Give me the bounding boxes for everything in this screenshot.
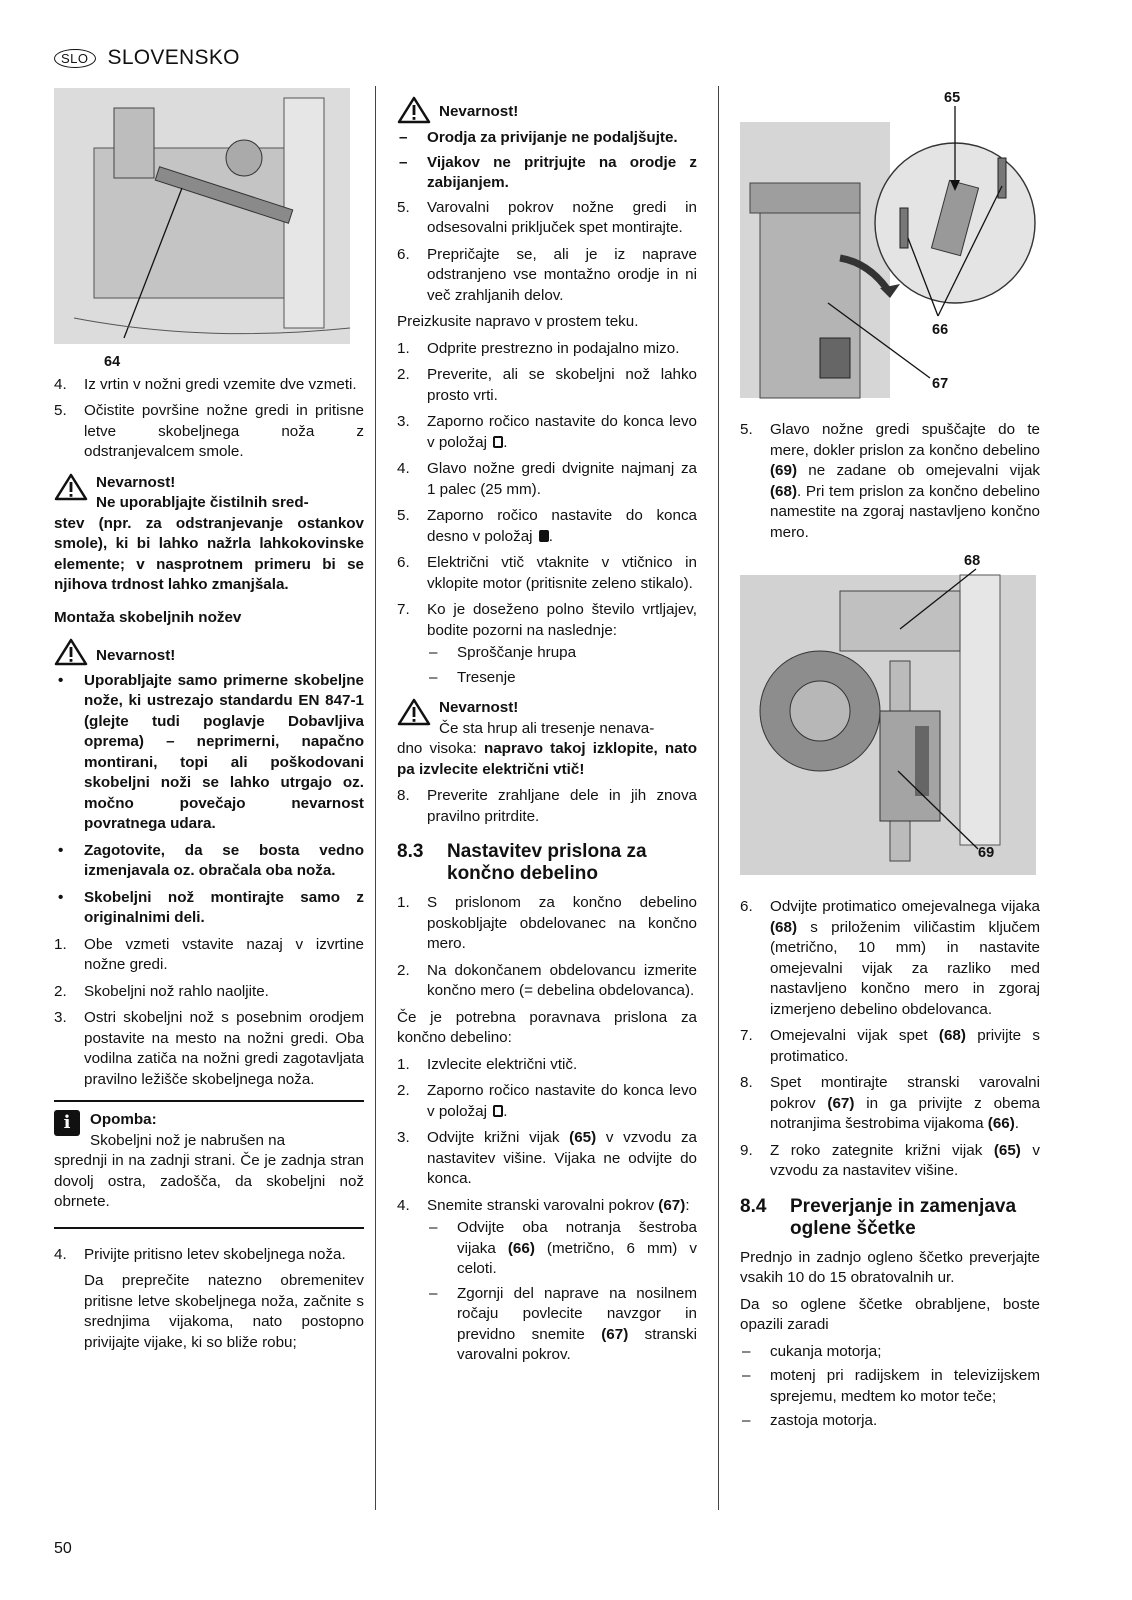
step-5: 5. Glavo nožne gredi spuščajte do te mere, dokler prislon za končno debelino (69) ne zadane ob omejevalni vijak (68). Pri tem prislon za končno debelino namestite na zgoraj nastavljeno končno mero. — [740, 421, 1040, 541]
unlock-icon — [493, 436, 503, 448]
warning-cleaning-agents: Nevarnost! Ne uporabljajte čistilnih sred- stev (npr. za odstranjevanje ostankov smole), ki bi lahko nažrla lahkokovinske elemente; v nasprotnem primeru bi se njihova trdnost lahko zmanjšala. — [54, 473, 364, 596]
step-9: 9. Z roko zategnite križni vijak (65) v vzvodu za nastavitev višine. — [740, 1141, 1040, 1179]
warning-text: stev (npr. za odstranjevanje ostankov smole), ki bi lahko nažrla lahkokovinske elemente; v nasprotnem primeru bi se njihova trdnost lahko zmanjšala. — [54, 514, 364, 593]
note-title: Opomba: — [90, 1111, 157, 1128]
step-7: 7. Omejevalni vijak spet (68) privijte s protimatico. — [740, 1027, 1040, 1065]
test-intro: Preizkusite napravo v prostem teku. — [397, 313, 639, 330]
step-7: 7. Ko je doseženo polno število vrtljajev, bodite pozorni na naslednje: — [397, 601, 697, 639]
step-2: 2. Na dokončanem obdelovancu izmerite končno mero (= debelina obdelovanca). — [397, 961, 697, 999]
warning-title: Nevarnost! — [439, 103, 519, 120]
step-8: 8. Preverite zrahljane dele in jih znova pravilno pritrdite. — [397, 787, 697, 825]
step-3: 3. Ostri skobeljni nož s posebnim orodjem postavite na mesto na nožni gredi. Oba vodilna zatiča na nožni gredi zagotavljata pravilno ležišče skobeljnega noža. — [54, 1009, 364, 1088]
dash-item: – Odvijte oba notranja šestroba vijaka (66) (metrično, 6 mm) v celoti. — [429, 1219, 697, 1277]
column-1 — [54, 88, 364, 1359]
step-4: 4. Glavo nožne gredi dvignite najmanj za 1 palec (25 mm). — [397, 460, 697, 498]
dash-item: – zastoja motorja. — [742, 1412, 878, 1429]
warning-title: Nevarnost! — [96, 647, 176, 664]
warning-triangle-icon — [54, 638, 88, 666]
step-1: 1. Obe vzmeti vstavite nazaj v izvrtine nožne gredi. — [54, 935, 364, 973]
column-divider-left — [375, 86, 376, 1510]
step-4b: 4. Snemite stranski varovalni pokrov (67): — [397, 1196, 690, 1214]
language-badge: SLO — [54, 49, 96, 68]
step-6: 6. Prepričajte se, ali je iz naprave odstranjeno vse montažno orodje in ni več zrahljanih delov. — [397, 245, 697, 304]
heading-8-3: 8.3 Nastavitev prislona za končno debelino — [397, 841, 647, 884]
step-6b: 6. Električni vtič vtaknite v vtičnico in vklopite motor (pritisnite zeleno stikalo). — [397, 554, 697, 592]
figure-label-65: 65 — [944, 90, 961, 106]
brush-wear-text: Da so oglene ščetke obrabljene, boste opazili zaradi — [740, 1295, 1040, 1333]
section-title-knife-mounting: Montaža skobeljnih nožev — [54, 608, 242, 626]
step-4b: 4. Privijte pritisno letev skobeljnega noža. — [54, 1245, 346, 1263]
page-number: 50 — [54, 1540, 72, 1557]
step-4: 4. Iz vrtin v nožni gredi vzemite dve vzmeti. — [54, 375, 357, 393]
dash-item: – Tresenje — [429, 668, 516, 686]
warning-text: dno visoka: napravo takoj izklopite, nato pa izvlecite električni vtič! — [397, 740, 697, 778]
step-1: 1. Odprite prestrezno in podajalno mizo. — [397, 339, 680, 357]
figure-label-68: 68 — [964, 553, 981, 569]
step-2: 2. Skobeljni nož rahlo naoljite. — [54, 982, 269, 1000]
step-5: 5. Varovalni pokrov nožne gredi in odsesovalni priključek spet montirajte. — [397, 198, 697, 236]
figure-knife-shaft — [54, 88, 350, 344]
step-2: 2. Preverite, ali se skobeljni nož lahko prosto vrti. — [397, 366, 697, 404]
step-4b-detail: Da preprečite natezno obremenitev pritisne letve skobeljnega noža, začnite s srednjima vijakoma, nato postopno privijajte vijake, ki so bliže robu; — [84, 1272, 364, 1351]
step-8: 8. Spet montirajte stranski varovalni pokrov (67) in ga privijte z obema notranjima šestrobima vijakoma (66). — [740, 1074, 1041, 1132]
dash-item: – Orodja za privijanje ne podaljšujte. — [399, 129, 678, 146]
bullet-item: • Skobeljni nož montirajte samo z originalnimi deli. — [58, 888, 364, 926]
lock-icon — [539, 530, 549, 542]
side-cover-illustration — [740, 88, 1036, 406]
column-3 — [740, 88, 1040, 1436]
knife-shaft-illustration — [54, 88, 350, 344]
info-icon: i — [54, 1110, 80, 1136]
warning-title: Nevarnost! — [96, 473, 176, 491]
note-box: i Opomba: Skobeljni nož je nabrušen na sprednji in na zadnji strani. Če je zadnja stran dovolj ostra, zadošča, da skobeljni nož obrnete. — [54, 1100, 364, 1229]
warning-triangle-icon — [54, 473, 88, 501]
step-1: 1. S prislonom za končno debelino poskobljajte obdelovanec na končno mero. — [397, 894, 697, 952]
step-3b: 3. Odvijte križni vijak (65) v vzvodu za nastavitev višine. Vijaka ne odvijte do konca. — [397, 1129, 697, 1187]
warning-triangle-icon — [397, 96, 431, 124]
dash-item: – Vijakov ne pritrjujte na orodje z zabijanjem. — [399, 153, 697, 191]
figure-label-67: 67 — [932, 376, 949, 392]
figure-side-cover — [740, 88, 1036, 406]
step-5: 5. Očistite površine nožne gredi in pritisne letve skobeljnega noža z odstranjevalcem smole. — [54, 402, 364, 460]
bullet-item: • Zagotovite, da se bosta vedno izmenjavala oz. obračala oba noža. — [58, 841, 364, 879]
figure-thickness-stop — [740, 551, 1036, 891]
step-1b: 1. Izvlecite električni vtič. — [397, 1055, 578, 1073]
heading-8-4: 8.4 Preverjanje in zamenjava oglene ščetke — [740, 1195, 1017, 1239]
bullet-item: • Uporabljajte samo primerne skobeljne nože, ki ustrezajo standardu EN 847-1 (glejte tudi poglavje Dobavljiva oprema) – neprimerni, napačno montirani, topi ali poškodovani skobeljni noži se lahko utrgajo oz. močno povečajo nevarnost povratnega udara. — [58, 671, 364, 832]
figure-label-69: 69 — [978, 845, 995, 861]
brush-check-text: Prednjo in zadnjo ogleno ščetko preverjajte vsakih 10 do 15 obratovalnih ur. — [740, 1248, 1040, 1286]
warning-noise: Nevarnost! Če sta hrup ali tresenje nenava- dno visoka: napravo takoj izklopite, nato pa izvlecite električni vtič! — [397, 698, 697, 780]
dash-item: – motenj pri radijskem in televizijskem sprejemu, medtem ko motor teče; — [742, 1367, 1040, 1405]
page-header — [54, 46, 240, 70]
warning-tools — [397, 96, 697, 194]
adjust-intro: Če je potrebna poravnava prislona za končno debelino: — [397, 1008, 697, 1046]
step-2b: 2. Zaporno ročico nastavite do konca levo v položaj . — [397, 1082, 697, 1120]
note-text: sprednji in na zadnji strani. Če je zadnja stran dovolj ostra, zadošča, da skobeljni nož obrnete. — [54, 1152, 364, 1210]
dash-item: – cukanja motorja; — [742, 1342, 882, 1360]
page-language-title: SLOVENSKO — [107, 46, 240, 69]
column-2 — [397, 96, 697, 1370]
warning-title: Nevarnost! — [439, 699, 519, 716]
column-divider-right — [718, 86, 719, 1510]
thickness-stop-illustration — [740, 551, 1036, 891]
figure-label-66: 66 — [932, 322, 949, 338]
step-6: 6. Odvijte protimatico omejevalnega vijaka (68) s priloženim viličastim ključem (metrično, 10 mm) in nastavite omejevalni vijak za razliko med nastavljeno končno mero in zgoraj izmerjeno debelino obdelovanca. — [740, 898, 1040, 1018]
warning-triangle-icon — [397, 698, 431, 726]
warning-knife-mounting — [54, 638, 364, 929]
unlock-icon — [493, 1105, 503, 1117]
dash-item: – Sproščanje hrupa — [429, 644, 577, 661]
step-5b: 5. Zaporno ročico nastavite do konca desno v položaj . — [397, 507, 697, 545]
step-3: 3. Zaporno ročico nastavite do konca levo v položaj . — [397, 413, 697, 451]
dash-item: – Zgornji del naprave na nosilnem ročaju povlecite navzgor in previdno snemite (67) stranski varovalni pokrov. — [429, 1284, 697, 1363]
figure-label-64: 64 — [104, 354, 121, 370]
